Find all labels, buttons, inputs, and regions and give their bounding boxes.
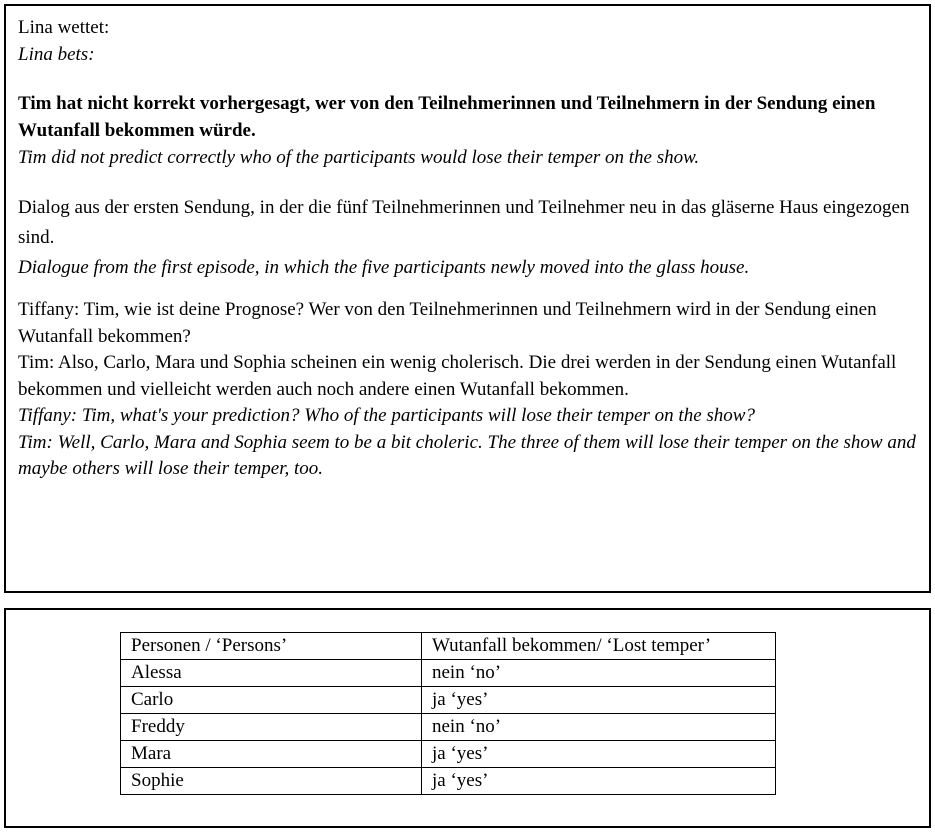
table-cell-person: Alessa	[121, 660, 422, 687]
table-cell-lost-temper: nein ‘no’	[422, 660, 776, 687]
table-row	[121, 741, 776, 768]
claim-en: Tim did not predict correctly who of the participants would lose their temper on the show.	[18, 147, 700, 168]
intro-de: Lina wettet:	[18, 17, 110, 38]
claim-de: Tim hat nicht korrekt vorhergesagt, wer von den Teilnehmerinnen und Teilnehmern in der Sendung einen Wutanfall bekommen würde.	[18, 93, 876, 141]
table-cell-person: Sophie	[121, 768, 422, 795]
table-cell-person: Freddy	[121, 714, 422, 741]
dialog-tim-en: Tim: Well, Carlo, Mara and Sophia seem to be a bit choleric. The three of them will lose their temper on the show and maybe others will lose their temper, too.	[18, 431, 916, 479]
scenario-box	[4, 4, 931, 593]
dialog-tiffany-en: Tiffany: Tim, what's your prediction? Who of the participants will lose their temper on the show?	[18, 405, 755, 426]
table-row	[121, 660, 776, 687]
table-cell-lost-temper: ja ‘yes’	[422, 768, 776, 795]
result-table	[120, 632, 776, 795]
table-header-lost-temper: Wutanfall bekommen/ ‘Lost temper’	[422, 633, 776, 660]
table-cell-lost-temper: ja ‘yes’	[422, 741, 776, 768]
table-cell-lost-temper: nein ‘no’	[422, 714, 776, 741]
dialog-tim-de: Tim: Also, Carlo, Mara und Sophia scheinen ein wenig cholerisch. Die drei werden in der Sendung einen Wutanfall bekommen und vielleicht werden auch noch andere einen Wutanfall bekommen.	[18, 352, 897, 400]
table-header-row	[121, 633, 776, 660]
table-cell-person: Mara	[121, 741, 422, 768]
context-de: Dialog aus der ersten Sendung, in der die fünf Teilnehmerinnen und Teilnehmer neu in das gläserne Haus eingezogen sind.	[18, 197, 910, 248]
table-header-persons: Personen / ‘Persons’	[121, 633, 422, 660]
intro-en: Lina bets:	[18, 44, 95, 65]
table-row	[121, 714, 776, 741]
dialog-tiffany-de: Tiffany: Tim, wie ist deine Prognose? Wer von den Teilnehmerinnen und Teilnehmern wird in der Sendung einen Wutanfall bekommen?	[18, 299, 877, 347]
table-cell-person: Carlo	[121, 687, 422, 714]
table-cell-lost-temper: ja ‘yes’	[422, 687, 776, 714]
table-row	[121, 768, 776, 795]
result-box	[4, 608, 931, 828]
table-row	[121, 687, 776, 714]
context-en: Dialogue from the first episode, in which the five participants newly moved into the glass house.	[18, 257, 750, 278]
dialog	[18, 297, 917, 483]
